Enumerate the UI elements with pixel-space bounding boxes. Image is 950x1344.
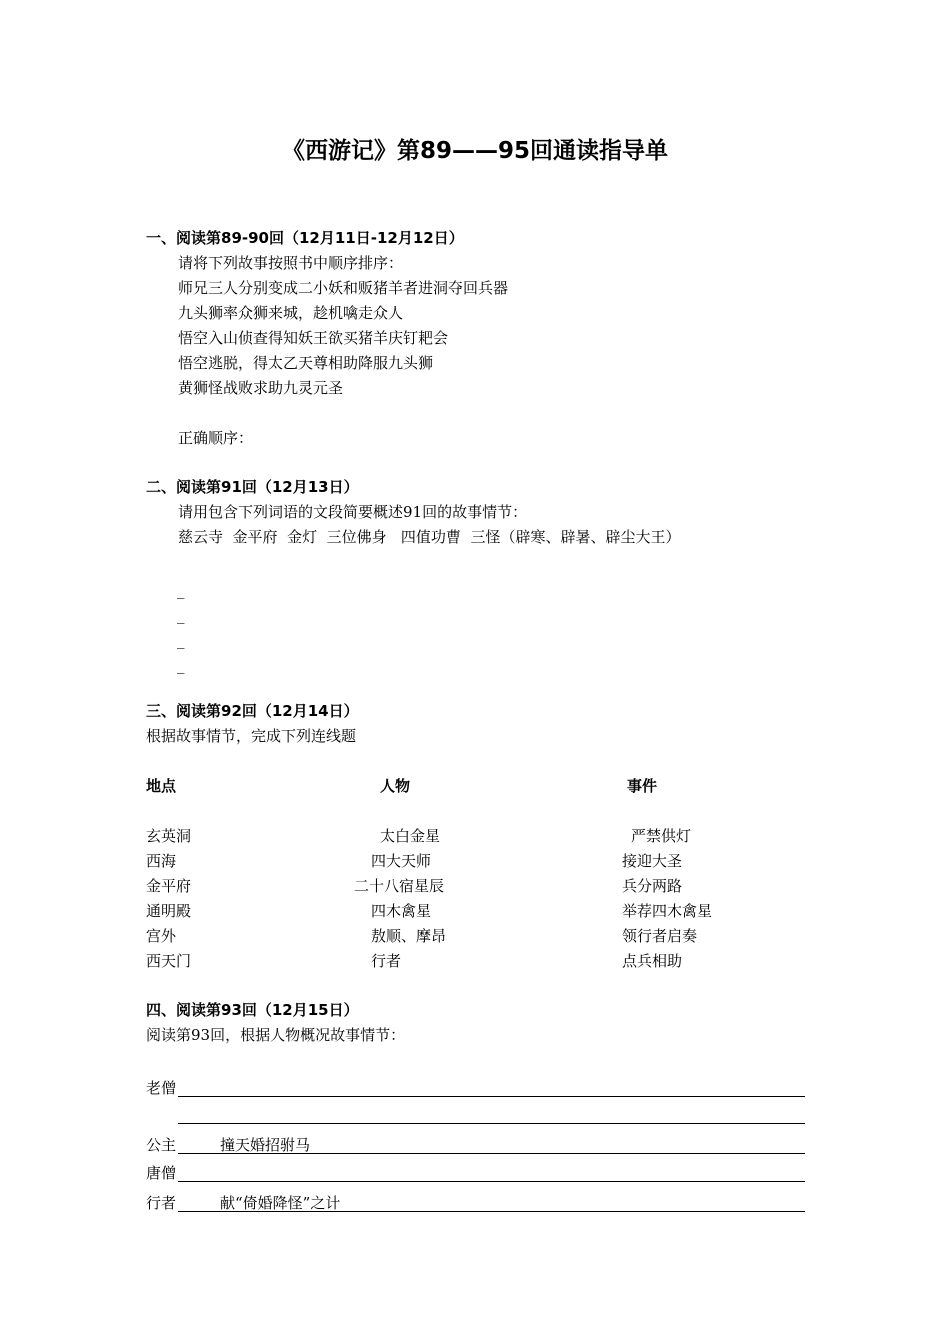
place-item[interactable]: 金平府	[146, 877, 192, 895]
event-item[interactable]: 领行者启奏	[622, 927, 698, 945]
section-2-instruction: 请用包含下列词语的文段简要概述91回的故事情节：	[178, 503, 528, 521]
answer-underline[interactable]	[178, 1153, 805, 1154]
person-item[interactable]: 敖顺、摩昂	[371, 927, 447, 945]
answer-underline[interactable]	[178, 1181, 805, 1182]
place-item[interactable]: 西海	[146, 852, 177, 870]
character-label-old-monk: 老僧	[146, 1079, 177, 1097]
answer-label: 正确顺序：	[178, 429, 254, 447]
place-item[interactable]: 通明殿	[146, 902, 192, 920]
story-item: 师兄三人分别变成二小妖和贩猪羊者进洞夺回兵器	[178, 279, 509, 297]
story-item: 九头狮率众狮来城，趁机噙走众人	[178, 304, 404, 322]
answer-underline[interactable]	[178, 1096, 805, 1097]
person-item[interactable]: 四大天师	[371, 852, 432, 870]
section-3-instruction: 根据故事情节，完成下列连线题	[146, 727, 357, 745]
event-item[interactable]: 点兵相助	[622, 952, 683, 970]
section-3-heading: 三、阅读第92回（12月14日）	[146, 702, 359, 720]
answer-blank[interactable]: _	[177, 606, 185, 624]
section-1-heading: 一、阅读第89-90回（12月11日-12月12日）	[146, 229, 464, 247]
event-item[interactable]: 兵分两路	[622, 877, 683, 895]
character-label-xingzhe: 行者	[146, 1194, 177, 1212]
answer-blank[interactable]: _	[177, 581, 185, 599]
place-item[interactable]: 西天门	[146, 952, 192, 970]
event-item[interactable]: 举荐四木禽星	[622, 902, 713, 920]
character-plot-text[interactable]: 撞天婚招驸马	[220, 1136, 311, 1154]
keyword-list: 慈云寺 金平府 金灯 三位佛身 四值功曹 三怪（辟寒、辟暑、辟尘大王）	[178, 528, 681, 546]
story-item: 悟空逃脱，得太乙天尊相助降服九头狮	[178, 354, 434, 372]
person-item[interactable]: 二十八宿星辰	[354, 877, 445, 895]
place-item[interactable]: 玄英洞	[146, 827, 192, 845]
section-4-instruction: 阅读第93回，根据人物概况故事情节：	[146, 1026, 406, 1044]
answer-underline[interactable]	[178, 1123, 805, 1124]
character-label-princess: 公主	[146, 1136, 177, 1154]
person-item[interactable]: 行者	[371, 952, 402, 970]
section-1-instruction: 请将下列故事按照书中顺序排序：	[178, 254, 404, 272]
answer-underline[interactable]	[178, 1211, 805, 1212]
section-4-heading: 四、阅读第93回（12月15日）	[146, 1001, 359, 1019]
place-item[interactable]: 宫外	[146, 927, 177, 945]
page-title: 《西游记》第89——95回通读指导单	[281, 138, 668, 164]
answer-blank[interactable]: _	[177, 656, 185, 674]
person-item[interactable]: 太白金星	[380, 827, 441, 845]
event-item[interactable]: 接迎大圣	[622, 852, 683, 870]
column-header-place: 地点	[146, 777, 177, 795]
section-2-heading: 二、阅读第91回（12月13日）	[146, 478, 359, 496]
story-item: 黄狮怪战败求助九灵元圣	[178, 379, 344, 397]
column-header-person: 人物	[380, 777, 411, 795]
story-item: 悟空入山侦查得知妖王欲买猪羊庆钉耙会	[178, 329, 449, 347]
event-item[interactable]: 严禁供灯	[631, 827, 692, 845]
answer-blank[interactable]: _	[177, 631, 185, 649]
character-label-tang-monk: 唐僧	[146, 1164, 177, 1182]
character-plot-text[interactable]: 献“倚婚降怪”之计	[220, 1194, 341, 1212]
column-header-event: 事件	[627, 777, 658, 795]
person-item[interactable]: 四木禽星	[371, 902, 432, 920]
